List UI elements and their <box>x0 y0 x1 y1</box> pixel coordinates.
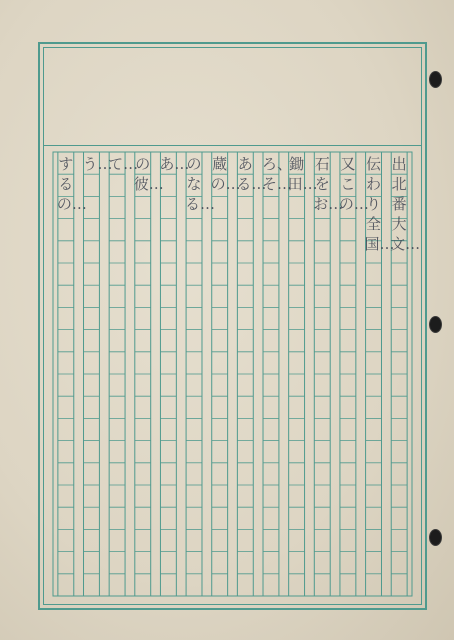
handwritten-column: あ… <box>159 155 190 173</box>
binding-hole <box>430 317 441 332</box>
handwritten-column: 蔵の… <box>210 155 241 193</box>
handwritten-column: 出北番大文… <box>390 155 421 253</box>
handwritten-column: 伝わり全国… <box>364 155 395 253</box>
handwritten-column: するの… <box>56 155 87 213</box>
handwritten-column: 鋤田… <box>287 155 318 193</box>
grid-border <box>53 152 421 596</box>
handwritten-column: う… <box>82 155 113 173</box>
binding-hole <box>430 530 441 545</box>
handwritten-column: の彼… <box>133 155 164 193</box>
handwritten-column: て… <box>108 155 139 173</box>
handwritten-column: のなる… <box>185 155 216 213</box>
handwritten-column: 又この… <box>338 155 369 213</box>
handwritten-column: ある… <box>236 155 267 193</box>
handwritten-column: 石をお… <box>313 155 344 213</box>
binding-hole <box>430 72 441 87</box>
handwritten-column: ろ、そ… <box>261 155 292 193</box>
